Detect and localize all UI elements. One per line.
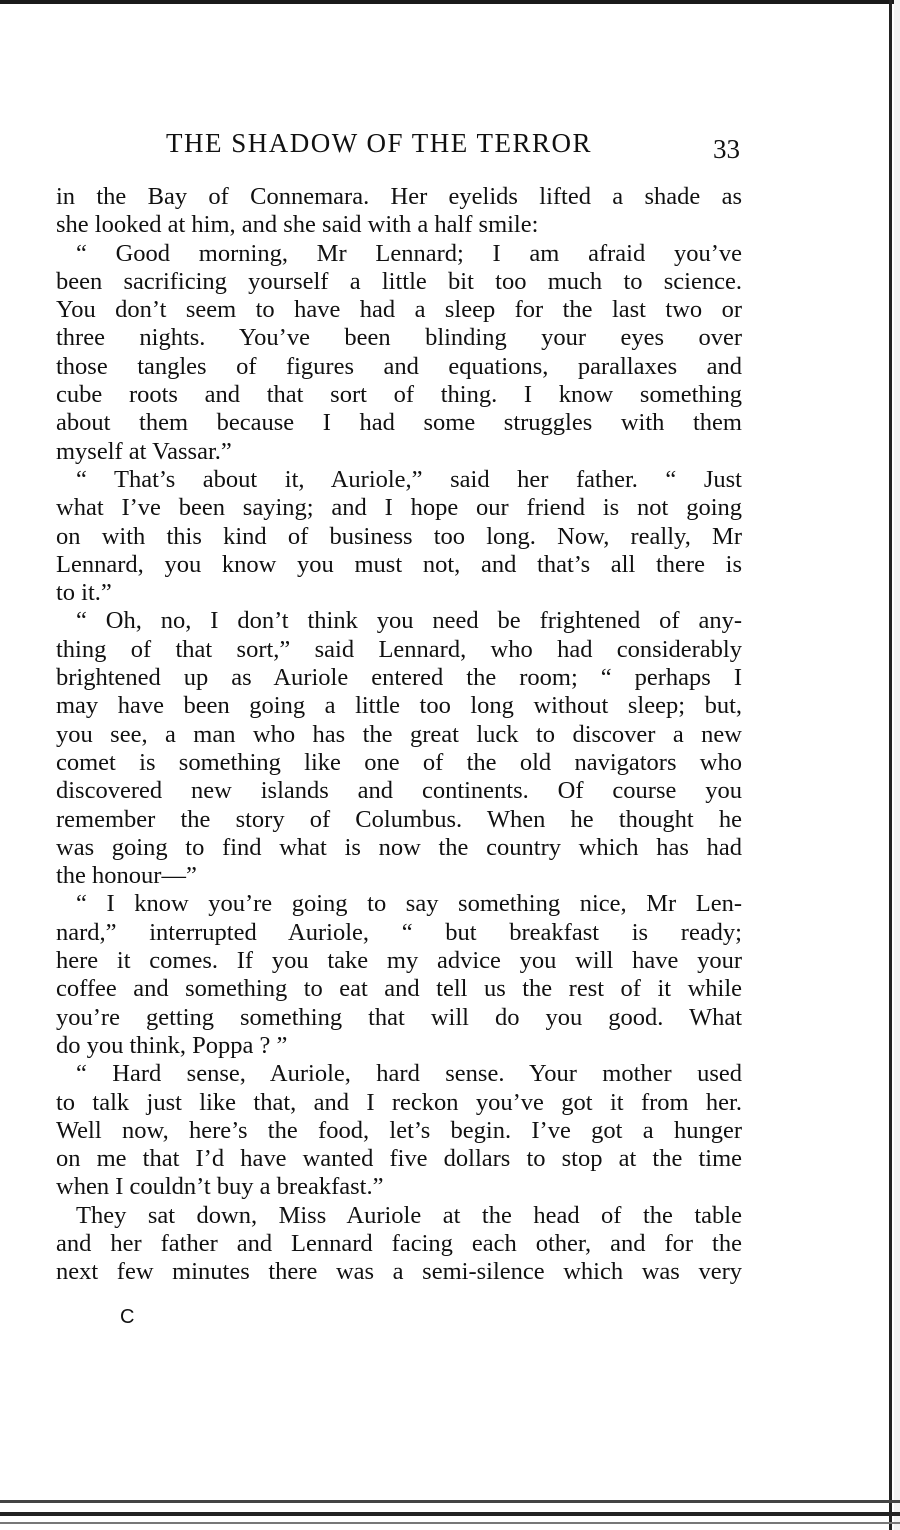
text-line: nard,” interrupted Auriole, “ but breakfast is ready; [56, 918, 742, 946]
paragraph [56, 183, 742, 240]
text-line: thing of that sort,” said Lennard, who had considerably [56, 635, 742, 663]
text-line: she looked at him, and she said with a half smile: [56, 211, 539, 239]
page-top-edge [0, 0, 900, 4]
page-bottom-edge [0, 1494, 900, 1530]
text-line: “ Oh, no, I don’t think you need be frightened of any- [76, 607, 742, 635]
page-right-edge [889, 0, 892, 1530]
paragraph [56, 890, 742, 1060]
text-line: in the Bay of Connemara. Her eyelids lifted a shade as [56, 183, 742, 210]
page-right-margin [894, 0, 900, 1530]
running-head-title: THE SHADOW OF THE TERROR [166, 128, 593, 158]
text-line: and her father and Lennard facing each other, and for the [56, 1229, 742, 1257]
text-line: coffee and something to eat and tell us the rest of it while [56, 975, 742, 1003]
text-line: They sat down, Miss Auriole at the head of the table [76, 1201, 742, 1229]
text-line: myself at Vassar.” [56, 437, 232, 465]
body-text [56, 183, 742, 1287]
text-line: do you think, Poppa ? ” [56, 1031, 288, 1059]
text-line: those tangles of figures and equations, parallaxes and [56, 352, 742, 380]
signature-mark: C [120, 1306, 135, 1328]
page-number: 33 [713, 134, 740, 164]
text-line: may have been going a little too long without sleep; but, [56, 692, 742, 720]
text-line: “ I know you’re going to say something nice, Mr Len- [76, 890, 742, 918]
text-line: what I’ve been saying; and I hope our friend is not going [56, 494, 742, 522]
paragraph [56, 240, 742, 466]
text-line: next few minutes there was a semi-silence which was very [56, 1258, 742, 1286]
bottom-rule [0, 1500, 900, 1503]
text-line: discovered new islands and continents. Of course you [56, 777, 742, 805]
text-line: remember the story of Columbus. When he thought he [56, 805, 742, 833]
text-line: to it.” [56, 579, 112, 607]
paragraph [56, 607, 742, 890]
bottom-rule [0, 1512, 900, 1516]
text-line: was going to find what is now the country which has had [56, 833, 742, 861]
text-line: here it comes. If you take my advice you will have your [56, 947, 742, 975]
text-line: Lennard, you know you must not, and that’s all there is [56, 550, 742, 578]
text-line: “ Good morning, Mr Lennard; I am afraid you’ve [76, 239, 742, 267]
text-line: “ That’s about it, Auriole,” said her father. “ Just [76, 465, 742, 493]
text-line: when I couldn’t buy a breakfast.” [56, 1173, 384, 1201]
text-line: on with this kind of business too long. Now, really, Mr [56, 522, 742, 550]
text-line: three nights. You’ve been blinding your eyes over [56, 324, 742, 352]
paragraph [56, 1060, 742, 1201]
text-line: the honour—” [56, 862, 197, 890]
text-line: brightened up as Auriole entered the room; “ perhaps I [56, 664, 742, 692]
running-head [56, 128, 746, 168]
text-line: You don’t seem to have had a sleep for the last two or [56, 296, 742, 324]
text-line: “ Hard sense, Auriole, hard sense. Your mother used [76, 1060, 742, 1088]
paragraph [56, 466, 742, 607]
text-line: Well now, here’s the food, let’s begin. I’ve got a hunger [56, 1116, 742, 1144]
text-line: you’re getting something that will do you good. What [56, 1003, 742, 1031]
paragraph [56, 1202, 742, 1287]
text-line: cube roots and that sort of thing. I know something [56, 381, 742, 409]
text-line: on me that I’d have wanted five dollars to stop at the time [56, 1145, 742, 1173]
text-line: comet is something like one of the old navigators who [56, 748, 742, 776]
bottom-rule [0, 1522, 900, 1524]
text-line: you see, a man who has the great luck to discover a new [56, 720, 742, 748]
text-line: about them because I had some struggles with them [56, 409, 742, 437]
text-line: to talk just like that, and I reckon you’ve got it from her. [56, 1088, 742, 1116]
text-line: been sacrificing yourself a little bit too much to science. [56, 267, 742, 295]
